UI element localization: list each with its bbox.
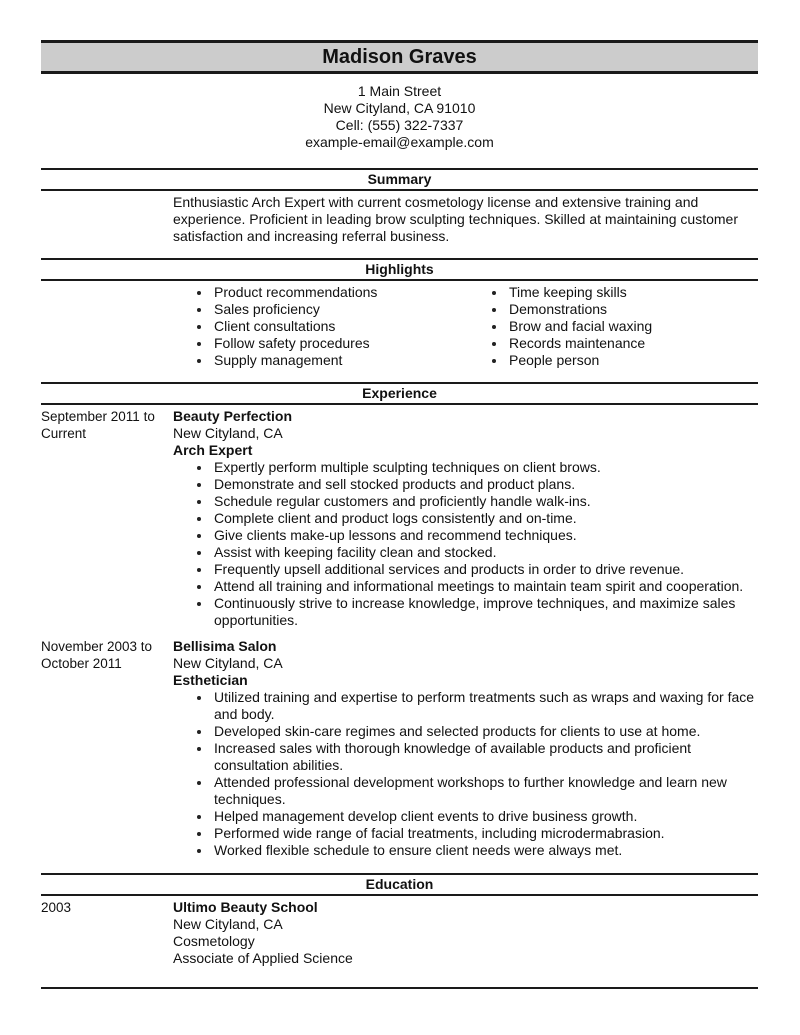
school-location: New Cityland, CA: [173, 916, 283, 932]
job-title: Arch Expert: [173, 442, 253, 458]
highlights-right-column: [486, 284, 652, 369]
degree: Associate of Applied Science: [173, 950, 353, 966]
job-entry: [41, 635, 758, 859]
summary-heading: Summary: [41, 168, 758, 191]
job-bullet: Helped management develop client events to drive business growth.: [191, 808, 758, 825]
job-details: [173, 638, 758, 859]
address-line-1: 1 Main Street: [357, 83, 442, 99]
experience-heading: Experience: [41, 382, 758, 405]
job-bullet: Give clients make-up lessons and recommend techniques.: [191, 527, 758, 544]
job-location: New Cityland, CA: [173, 655, 283, 671]
highlight-item: Records maintenance: [486, 335, 652, 352]
company-name: Bellisima Salon: [173, 638, 277, 654]
job-location: New Cityland, CA: [173, 425, 283, 441]
job-bullet: Demonstrate and sell stocked products and product plans.: [191, 476, 758, 493]
job-dates: [41, 408, 173, 629]
highlight-item: People person: [486, 352, 652, 369]
job-date-end: Current: [41, 426, 87, 441]
job-date-end: October 2011: [41, 656, 122, 671]
job-bullet: Utilized training and expertise to perform treatments such as wraps and waxing for face and body.: [191, 689, 758, 723]
job-bullet: Increased sales with thorough knowledge of available products and proficient consultation abilities.: [191, 740, 758, 774]
highlight-item: Product recommendations: [191, 284, 486, 301]
highlights-left-column: [191, 284, 486, 369]
job-bullet: Attend all training and informational meetings to maintain team spirit and cooperation.: [191, 578, 758, 595]
phone: Cell: (555) 322-7337: [335, 117, 464, 133]
job-entry: [41, 405, 758, 629]
job-bullet: Developed skin-care regimes and selected products for clients to use at home.: [191, 723, 758, 740]
job-bullet: Complete client and product logs consistently and on-time.: [191, 510, 758, 527]
job-bullet: Expertly perform multiple sculpting techniques on client brows.: [191, 459, 758, 476]
education-year: 2003: [41, 900, 72, 915]
job-date-start: September 2011 to: [41, 409, 155, 424]
job-bullet: Frequently upsell additional services and products in order to drive revenue.: [191, 561, 758, 578]
resume-page: [41, 40, 758, 989]
job-bullet: Performed wide range of facial treatments, including microdermabrasion.: [191, 825, 758, 842]
job-dates: [41, 638, 173, 859]
job-details: [173, 408, 758, 629]
job-bullet: Attended professional development workshops to further knowledge and learn new techniques.: [191, 774, 758, 808]
address-line-2: New Cityland, CA 91010: [323, 100, 476, 116]
school-name: Ultimo Beauty School: [173, 899, 318, 915]
name-bar: [41, 40, 758, 74]
highlight-item: Time keeping skills: [486, 284, 652, 301]
highlights-list: [41, 281, 758, 369]
contact-block: [41, 83, 758, 151]
job-date-start: November 2003 to: [41, 639, 153, 654]
job-bullets: [173, 459, 758, 629]
job-bullet: Assist with keeping facility clean and stocked.: [191, 544, 758, 561]
education-entry: [41, 896, 758, 967]
highlight-item: Supply management: [191, 352, 486, 369]
email: example-email@example.com: [305, 134, 494, 150]
highlight-item: Sales proficiency: [191, 301, 486, 318]
highlights-heading: Highlights: [41, 258, 758, 281]
highlight-item: Client consultations: [191, 318, 486, 335]
job-bullet: Worked flexible schedule to ensure client needs were always met.: [191, 842, 758, 859]
education-heading: Education: [41, 873, 758, 896]
highlight-item: Follow safety procedures: [191, 335, 486, 352]
job-bullet: Continuously strive to increase knowledge, improve techniques, and maximize sales opportunities.: [191, 595, 758, 629]
highlight-item: Demonstrations: [486, 301, 652, 318]
summary-text: Enthusiastic Arch Expert with current cosmetology license and extensive training and experience. Proficient in leading brow sculpting techniques. Skilled at maintaining customer satisfaction and increasing referral business.: [173, 194, 738, 244]
candidate-name: Madison Graves: [322, 46, 477, 68]
job-title: Esthetician: [173, 672, 248, 688]
bottom-divider: [41, 987, 758, 989]
field-of-study: Cosmetology: [173, 933, 255, 949]
job-bullets: [173, 689, 758, 859]
job-bullet: Schedule regular customers and proficiently handle walk-ins.: [191, 493, 758, 510]
company-name: Beauty Perfection: [173, 408, 293, 424]
highlight-item: Brow and facial waxing: [486, 318, 652, 335]
education-details: [173, 899, 353, 967]
